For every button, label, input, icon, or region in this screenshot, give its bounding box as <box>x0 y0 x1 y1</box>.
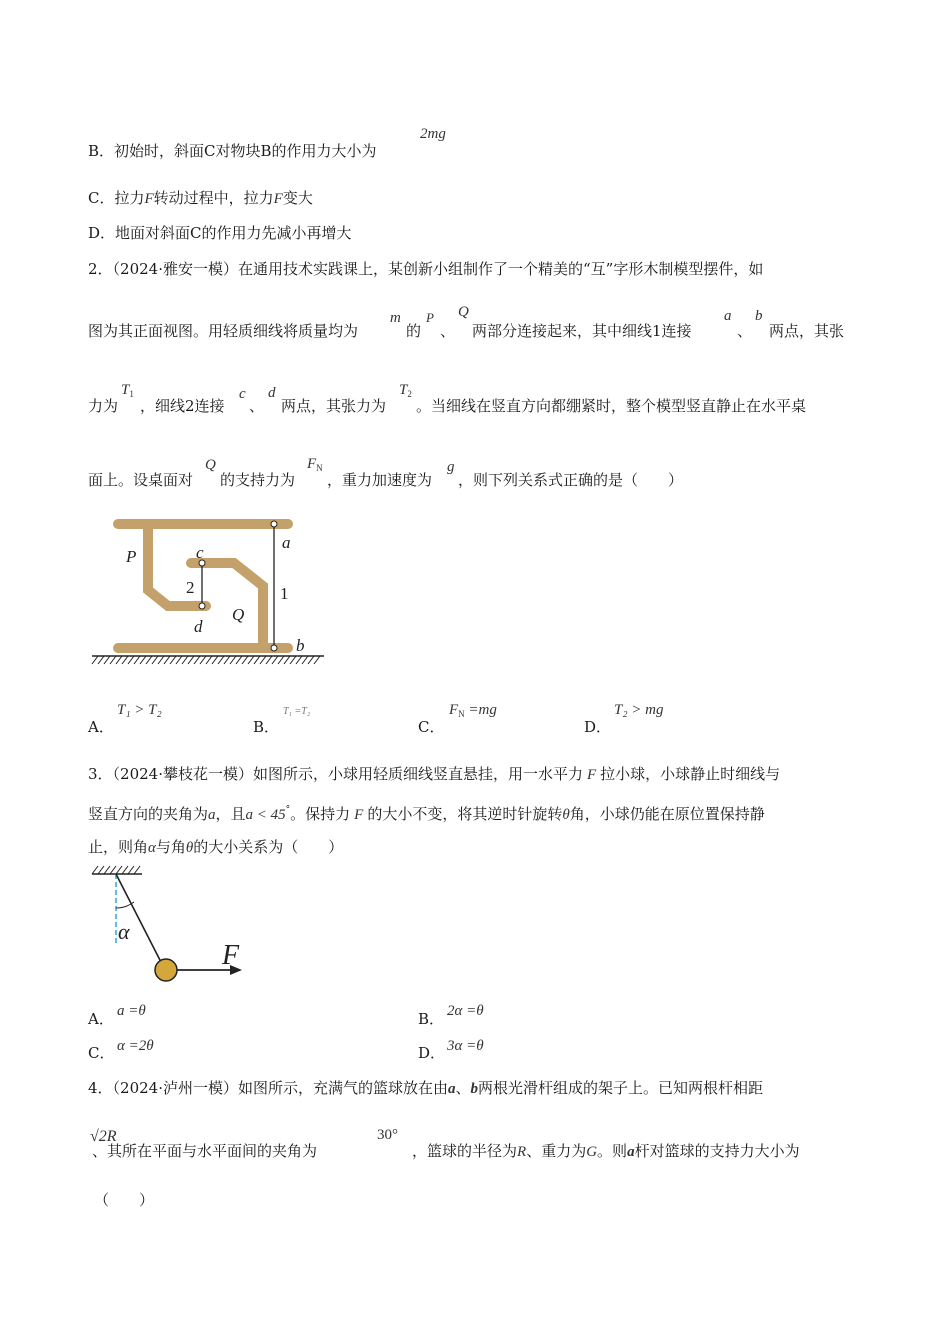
q2-line4-c: ，重力加速度为 <box>327 471 433 489</box>
q2-t2-sub: 2 <box>407 389 412 399</box>
q1-var-f: F <box>144 191 154 207</box>
q2-label-p: P <box>126 547 137 566</box>
q3-option-b-math[interactable]: 2α =θ <box>447 1003 484 1019</box>
q2-option-d-label[interactable]: D． <box>584 718 612 736</box>
q3-option-c-label[interactable]: C． <box>88 1044 115 1062</box>
q2-line2-b-wrap <box>406 321 421 341</box>
q1-option-b-text: B．初始时，斜面C对物块B的作用力大小为 <box>88 142 377 160</box>
q4-line2-f: 杆对篮球的支持力大小为 <box>634 1142 800 1160</box>
q2-point-b <box>271 645 277 651</box>
q1-option-c-mid: 转动过程中，拉力 <box>153 189 274 207</box>
q3-stem-line3 <box>88 837 343 858</box>
q2-label-2: 2 <box>186 578 195 597</box>
hatch-stroke <box>206 656 212 664</box>
q2-line3-c: 、 <box>249 397 265 415</box>
hatch-stroke <box>194 656 200 664</box>
q3-line3-b: 与角 <box>155 838 186 856</box>
hatch-stroke <box>110 656 116 664</box>
hatch-stroke <box>122 866 128 874</box>
hatch-stroke <box>212 656 218 664</box>
hatch-stroke <box>284 656 290 664</box>
q4-sqrt-2r: √2R <box>90 1128 117 1145</box>
hatch-stroke <box>248 656 254 664</box>
q2-option-c-f: F <box>449 702 459 718</box>
hatch-stroke <box>266 656 272 664</box>
hatch-stroke <box>110 866 116 874</box>
q2-line3-b: ，细线2连接 <box>140 397 225 415</box>
q3-option-a-label[interactable]: A． <box>88 1010 114 1028</box>
q2-fn-f: F <box>307 456 317 472</box>
q2-label-d: d <box>194 617 203 636</box>
q3-var-f-2: F <box>354 807 364 823</box>
q3-ball <box>155 959 177 981</box>
hatch-stroke <box>116 866 122 874</box>
hatch-stroke <box>290 656 296 664</box>
hatch-stroke <box>176 656 182 664</box>
q3-line2-b: ，且 <box>215 805 246 823</box>
q2-line3-d-wrap <box>281 396 386 416</box>
q2-option-c-math[interactable] <box>449 702 497 719</box>
q1-option-b <box>88 141 377 161</box>
q3-condition-deg: ° <box>285 805 291 815</box>
q4-stem-line3 <box>94 1190 154 1210</box>
hatch-stroke <box>98 656 104 664</box>
q3-option-d-label[interactable]: D． <box>418 1044 446 1062</box>
q2-ground-hatch <box>92 656 320 664</box>
q4-line1-rest: 两根光滑杆组成的架子上。已知两根杆相距 <box>478 1079 764 1097</box>
hatch-stroke <box>278 656 284 664</box>
q3-line1-a: 3．（2024·攀枝花一模）如图所示，小球用轻质细线竖直悬挂，用一水平力 <box>88 765 583 783</box>
hatch-stroke <box>128 866 134 874</box>
hatch-stroke <box>224 656 230 664</box>
q3-label-f: F <box>222 940 240 971</box>
q3-stem-line2 <box>88 800 765 825</box>
q2-var-q-2: Q <box>205 457 216 473</box>
q2-stem-line3 <box>88 396 118 416</box>
q2-line2-e: 、 <box>737 322 753 340</box>
hatch-stroke <box>116 656 122 664</box>
hatch-stroke <box>236 656 242 664</box>
q2-line3-e-wrap <box>416 396 806 416</box>
q2-option-c-label[interactable]: C． <box>418 718 445 736</box>
hatch-stroke <box>104 656 110 664</box>
q1-option-b-formula: 2mg <box>420 126 446 142</box>
q3-stem-line1 <box>88 764 780 785</box>
q1-option-c-pre: C．拉力 <box>88 189 145 207</box>
q2-option-c-sub: N <box>458 709 465 719</box>
hatch-stroke <box>242 656 248 664</box>
q3-line2-a: 竖直方向的夹角为 <box>88 805 209 823</box>
q2-line3-d: 两点，其张力为 <box>281 397 387 415</box>
q2-t1-sub: 1 <box>129 389 134 399</box>
q3-var-theta-2: θ <box>185 840 194 856</box>
q2-line2-f: 两点，其张 <box>769 322 845 340</box>
q2-option-b-math[interactable]: T₁ =T₂ <box>283 706 311 717</box>
hatch-stroke <box>128 656 134 664</box>
q2-label-q: Q <box>232 605 245 624</box>
hatch-stroke <box>140 656 146 664</box>
q4-line3-text: （ ） <box>94 1191 155 1209</box>
hatch-stroke <box>134 656 140 664</box>
q2-line4-b: 的支持力为 <box>220 471 296 489</box>
q2-label-b: b <box>296 636 305 655</box>
hatch-stroke <box>152 656 158 664</box>
q3-var-a: a <box>208 807 216 823</box>
q2-option-b-label[interactable]: B． <box>253 718 280 736</box>
q3-var-theta: θ <box>562 807 570 823</box>
q4-stem-line1 <box>88 1078 763 1099</box>
q3-var-alpha: α <box>148 840 156 856</box>
q2-option-c-rest: =mg <box>464 702 497 718</box>
q2-label-a: a <box>282 533 291 552</box>
hatch-stroke <box>308 656 314 664</box>
q3-line1-b: 拉小球，小球静止时细线与 <box>600 765 781 783</box>
q2-point-d <box>199 603 205 609</box>
hatch-stroke <box>254 656 260 664</box>
q3-line3-a: 止，则角 <box>88 838 149 856</box>
q1-option-d-text: D．地面对斜面C的作用力先减小再增大 <box>88 224 352 242</box>
hatch-stroke <box>134 866 140 874</box>
q4-var-r: R <box>517 1144 527 1160</box>
q2-var-c: c <box>239 386 246 402</box>
q2-line2-e-wrap <box>737 321 752 341</box>
q3-figure-pendulum <box>88 864 258 989</box>
hatch-stroke <box>302 656 308 664</box>
hatch-stroke <box>98 866 104 874</box>
q2-fn-sub: N <box>316 463 323 473</box>
q4-var-a: a <box>448 1081 456 1097</box>
q2-line2-a: 图为其正面视图。用轻质细线将质量均为 <box>88 322 359 340</box>
q2-line2-c: 、 <box>440 322 456 340</box>
q4-var-b: b <box>470 1081 479 1097</box>
q2-line3-b-wrap <box>140 396 225 416</box>
hatch-stroke <box>272 656 278 664</box>
q2-line4-b-wrap <box>220 470 295 490</box>
q2-stem-line4 <box>88 470 193 490</box>
q3-option-d-math[interactable]: 3α =θ <box>447 1038 484 1054</box>
hatch-stroke <box>92 866 98 874</box>
q3-option-c-math[interactable]: α =2θ <box>117 1038 154 1054</box>
q3-label-alpha: α <box>118 919 130 944</box>
hatch-stroke <box>146 656 152 664</box>
q2-option-d-math[interactable]: T₂ > mg <box>614 702 664 718</box>
hatch-stroke <box>230 656 236 664</box>
q3-option-b-label[interactable]: B． <box>418 1010 445 1028</box>
q3-line3-c: 的大小关系为（ ） <box>193 838 344 856</box>
q2-line1-text: 2．（2024·雅安一模）在通用技术实践课上，某创新小组制作了一个精美的“互”字形木制模型摆件，如 <box>88 260 764 278</box>
q4-line1-sep: 、 <box>455 1079 471 1097</box>
q4-line2-d: 。则 <box>597 1142 628 1160</box>
q2-line3-a: 力为 <box>88 397 119 415</box>
hatch-stroke <box>260 656 266 664</box>
q2-var-p: P <box>426 310 434 325</box>
q2-line2-f-wrap <box>769 321 844 341</box>
q2-label-1: 1 <box>280 584 289 603</box>
hatch-stroke <box>200 656 206 664</box>
q3-ceiling-hatch <box>92 866 140 874</box>
q2-var-t1 <box>121 382 134 399</box>
q2-var-a: a <box>724 308 732 324</box>
hatch-stroke <box>218 656 224 664</box>
q2-t1-t: T <box>121 382 130 398</box>
q2-option-a-math[interactable]: T₁ > T₂ <box>117 702 162 718</box>
q2-var-m: m <box>390 310 401 326</box>
q2-point-a <box>271 521 277 527</box>
q2-label-c: c <box>196 543 204 562</box>
q2-var-g: g <box>447 459 455 475</box>
q1-option-c <box>88 188 313 209</box>
q2-line2-b: 的 <box>406 322 422 340</box>
q3-var-f: F <box>587 767 597 783</box>
q4-angle-30: 30° <box>377 1127 398 1143</box>
q2-line2-d: 两部分连接起来，其中细线1连接 <box>472 322 692 340</box>
hatch-stroke <box>164 656 170 664</box>
q2-figure-model <box>88 510 328 670</box>
q2-var-t2 <box>399 382 412 399</box>
q1-option-c-post: 变大 <box>282 189 313 207</box>
q4-line2-a: 、其所在平面与水平面间的夹角为 <box>92 1142 318 1160</box>
q2-line4-d-wrap <box>458 470 683 490</box>
q4-line2-b: ，篮球的半径为 <box>412 1142 518 1160</box>
q3-condition: a < 45 <box>245 807 286 823</box>
hatch-stroke <box>122 656 128 664</box>
q2-var-q: Q <box>458 304 469 320</box>
hatch-stroke <box>104 866 110 874</box>
q2-stem-line1 <box>88 259 763 279</box>
q2-var-d: d <box>268 385 276 401</box>
q2-line2-c-wrap <box>440 321 455 341</box>
q2-t2-t: T <box>399 382 408 398</box>
q4-line1-text: 4．（2024·泸州一模）如图所示，充满气的篮球放在由 <box>88 1079 448 1097</box>
q2-line4-c-wrap <box>327 470 432 490</box>
hatch-stroke <box>314 656 320 664</box>
hatch-stroke <box>188 656 194 664</box>
hatch-stroke <box>158 656 164 664</box>
q4-stem-line2a <box>92 1141 317 1161</box>
q2-line2-d-wrap <box>472 321 692 341</box>
q4-line2-c: 、重力为 <box>526 1142 587 1160</box>
q2-line3-e: 。当细线在竖直方向都绷紧时，整个模型竖直静止在水平桌 <box>416 397 807 415</box>
q3-line2-e: 角，小球仍能在原位置保持静 <box>569 805 765 823</box>
hatch-stroke <box>92 656 98 664</box>
q2-line4-d: ，则下列关系式正确的是（ ） <box>458 471 684 489</box>
hatch-stroke <box>296 656 302 664</box>
q2-line3-c-wrap <box>249 396 264 416</box>
q2-line4-a: 面上。设桌面对 <box>88 471 194 489</box>
q1-option-d <box>88 223 352 243</box>
q4-var-a-2: a <box>627 1144 635 1160</box>
q4-stem-line2b <box>412 1141 800 1162</box>
q3-option-a-math[interactable]: a =θ <box>117 1003 146 1019</box>
q1-var-f-2: F <box>273 191 283 207</box>
q2-option-a-label[interactable]: A． <box>88 718 114 736</box>
hatch-stroke <box>182 656 188 664</box>
q3-line2-c: 。保持力 <box>290 805 351 823</box>
q2-var-fn <box>307 456 323 473</box>
q3-line2-d: 的大小不变，将其逆时针旋转 <box>367 805 563 823</box>
q2-stem-line2 <box>88 321 358 341</box>
q4-var-g: G <box>586 1144 598 1160</box>
q2-var-b: b <box>755 308 763 324</box>
hatch-stroke <box>170 656 176 664</box>
